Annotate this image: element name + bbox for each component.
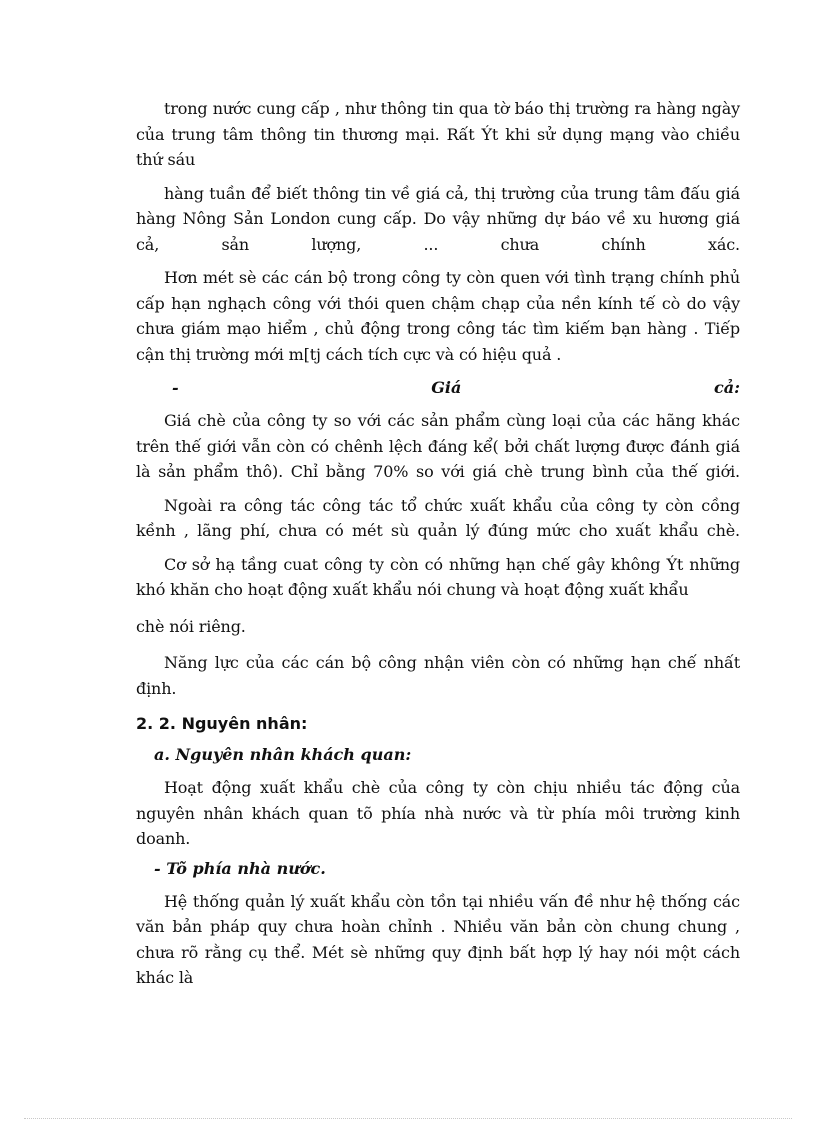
page-bottom-divider <box>24 1118 792 1119</box>
price-heading-dash: - <box>172 378 179 397</box>
paragraph-10: Hệ thống quản lý xuất khẩu còn tồn tại nhiều vấn đề như hệ thống các văn bản pháp quy chưa hoàn chỉnh . Nhiều văn bản còn chung chung , chưa rõ rằng cụ thể. Mét sè những quy định bất hợp lý hay nói một cách khác là <box>136 891 740 987</box>
paragraph-4: Giá chè của công ty so với các sản phẩm cùng loại của các hãng khác trên thế giới vẫn còn có chênh lệch đáng kể( bởi chất lượng được đánh giá là sản phẩm thô). Chỉ bằng 70% so với giá chè trung bình của thế giới. <box>136 411 740 481</box>
price-heading-word2: cả: <box>713 378 740 397</box>
paragraph-1: trong nước cung cấp , như thông tin qua tờ báo thị trường ra hàng ngày của trung tâm thông tin thương mại. Rất Ýt khi sử dụng mạng vào chiều thứ sáu <box>136 99 740 169</box>
paragraph-6: Cơ sở hạ tầng cuat công ty còn có những hạn chế gây không Ýt những khó khăn cho hoạt động xuất khẩu nói chung và hoạt động xuất khẩu <box>136 554 740 599</box>
paragraph-2: hàng tuần để biết thông tin về giá cả, thị trường của trung tâm đấu giá hàng Nông Sản London cung cấp. Do vậy những dự báo về xu hương giá cả, sản lượng, ... chưa chính xác. <box>136 183 740 254</box>
subheading-objective-causes: a. Nguyên nhân khách quan: <box>154 745 412 764</box>
paragraph-8: Năng lực của các cán bộ công nhận viên còn có những hạn chế nhất định. <box>136 653 740 698</box>
price-heading-word1: Giá <box>431 378 462 397</box>
paragraph-3: Hơn mét sè các cán bộ trong công ty còn quen với tình trạng chính phủ cấp hạn nghạch công với thói quen chậm chạp của nền kính tế cò do vậy chưa giám mạo hiểm , chủ động trong công tác tìm kiếm bạn hàng . Tiếp cận thị trường mới m[tj cách tích cực và có hiệu quả . <box>136 268 740 364</box>
price-heading <box>136 375 740 400</box>
subheading-state-side: - Tõ phía nhà nước. <box>154 858 326 878</box>
section-heading: 2. 2. Nguyên nhân: <box>136 714 308 733</box>
paragraph-7: chè nói riêng. <box>136 616 246 636</box>
paragraph-9: Hoạt động xuất khẩu chè của công ty còn chịu nhiều tác động của nguyên nhân khách quan tõ phía nhà nước và từ phía môi trường kinh doanh. <box>136 778 740 848</box>
paragraph-5: Ngoài ra công tác công tác tổ chức xuất khẩu của công ty còn cồng kềnh , lãng phí, chưa có mét sù quản lý đúng mức cho xuất khẩu chè. <box>136 495 740 540</box>
document-page <box>136 96 740 991</box>
